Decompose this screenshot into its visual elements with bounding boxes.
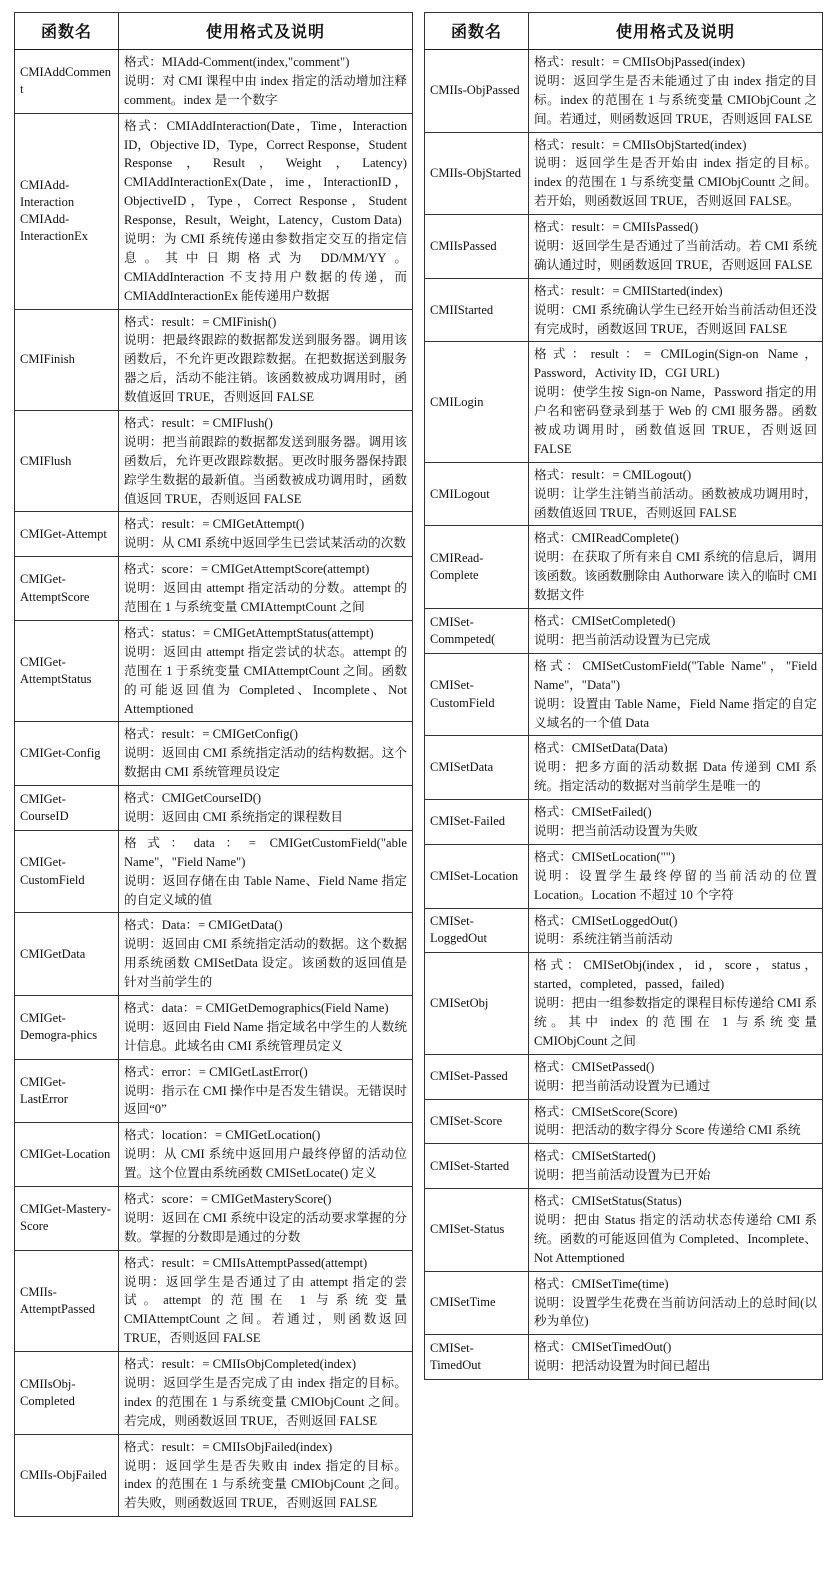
function-name-cell: CMISet‐Failed [425,800,529,845]
function-note-text: 说明：从 CMI 系统中返回用户最终停留的活动位置。这个位置由系统函数 CMISetLocate() 定义 [124,1147,407,1181]
function-name-cell: CMISet‐LoggedOut [425,908,529,953]
function-note-text: 说明：把当前活动设置为已完成 [534,632,711,647]
function-description-cell [119,309,413,410]
table-row [425,736,823,800]
function-name-cell: CMISet‐TimedOut [425,1335,529,1380]
function-name-cell: CMIIs‐ObjStarted [425,132,529,215]
function-description-cell [119,913,413,996]
table-row [15,1250,413,1351]
function-name-cell: CMISet‐Location [425,844,529,908]
function-name-cell: CMIGet‐Location [15,1123,119,1187]
function-name-cell: CMIGet‐Config [15,722,119,786]
function-description-cell [529,215,823,279]
function-format-text: 格式：result：= CMIIsObjFailed(index) [124,1439,333,1454]
function-note-text: 说明：为 CMI 系统传递由参数指定交互的指定信息。其中日期格式为 DD/MM/YY。CMIAddInteraction 不支持用户数据的传递，而 CMIAddInteractionEx 能传递用户数据 [124,232,407,303]
function-description-cell [529,462,823,526]
column-header-function-name: 函数名 [15,13,119,50]
function-note-text: 说明：把活动的数字得分 Score 传递给 CMI 系统 [534,1123,801,1138]
table-row [15,512,413,557]
function-description-cell [529,800,823,845]
function-name-cell: CMISet‐CustomField [425,653,529,736]
table-body-right [425,50,823,1380]
table-header-row [425,13,823,50]
function-format-text: 格式：CMISetCustomField("Table Name"，"Field Name"，"Data") [534,658,817,692]
function-note-text: 说明：返回学生是否开始由 index 指定的目标。index 的范围在 1 与系统变量 CMIObjCountt 之间。若开始，则函数返回 TRUE，否则返回 FALSE。 [534,156,817,209]
function-description-cell [529,132,823,215]
function-format-text: 格式：CMISetTimedOut() [534,1340,672,1355]
function-description-cell [119,995,413,1059]
function-name-cell: CMISet‐Started [425,1144,529,1189]
function-description-cell [529,50,823,133]
function-format-text: 格式：result：= CMIIsObjPassed(index) [534,55,746,69]
function-name-cell: CMIIs‐ObjFailed [15,1434,119,1517]
function-description-cell [529,342,823,462]
function-format-text: 格式：location：= CMIGetLocation() [124,1128,321,1143]
function-format-text: 格式：error：= CMIGetLastError() [124,1064,308,1079]
function-name-cell: CMILogout [425,462,529,526]
function-description-cell [119,1250,413,1351]
function-name-cell: CMIRead‐Complete [425,526,529,609]
column-header-usage-description: 使用格式及说明 [119,13,413,50]
function-format-text: 格式：result：= CMIFlush() [124,416,273,431]
table-row [425,953,823,1054]
column-header-usage-description: 使用格式及说明 [529,13,823,50]
function-note-text: 说明：把当前活动设置为已开始 [534,1168,711,1183]
table-row [425,278,823,342]
function-description-cell [119,557,413,621]
function-name-cell: CMIGet‐Attempt [15,512,119,557]
function-format-text: 格式：CMISetData(Data) [534,741,668,756]
function-note-text: 说明：设置学生花费在当前访问活动上的总时间(以秒为单位) [534,1295,817,1329]
table-row [425,526,823,609]
function-note-text: 说明：使学生按 Sign‐on Name，Password 指定的用户名和密码登录到基于 Web 的 CMI 服务器。函数被成功调用时，函数值返回 TRUE，否则返回 FALSE [534,385,817,456]
function-note-text: 说明：返回学生是否通过了由 attempt 指定的尝试。attempt 的范围在 1 与系统变量 CMIAttemptCount 之间。若通过，则函数返回 TRUE，否则返回 FALSE [124,1274,407,1346]
function-note-text: 说明：从 CMI 系统中返回学生已尝试某活动的次数 [124,536,406,551]
function-note-text: 说明：返回由 CMI 系统指定的课程数目 [124,809,343,824]
table-body-left [15,50,413,1517]
function-description-cell [119,1186,413,1250]
function-table-left [14,12,413,1517]
function-table-right [424,12,823,1380]
function-note-text: 说明：返回由 attempt 指定活动的分数。attempt 的范围在 1 与系统变量 CMIAttemptCount 之间 [124,581,407,615]
table-row [15,557,413,621]
table-row [15,913,413,996]
function-name-cell: CMIIsObj‐Completed [15,1352,119,1435]
function-description-cell [119,1434,413,1517]
table-row [425,132,823,215]
function-note-text: 说明：在获取了所有来自 CMI 系统的信息后，调用该函数。该函数删除由 Authorware 读入的临时 CMI 数据文件 [534,550,817,603]
table-row [15,830,413,913]
function-name-cell: CMIAddComment [15,50,119,114]
function-note-text: 说明：CMI 系统确认学生已经开始当前活动但还没有完成时，函数返回 TRUE，否则返回 FALSE [534,302,817,336]
function-description-cell [119,512,413,557]
function-note-text: 说明：把多方面的活动数据 Data 传递到 CMI 系统。指定活动的数据对当前学生是唯一的 [534,760,817,794]
function-name-cell: CMIGet‐LastError [15,1059,119,1123]
function-description-cell [119,1352,413,1435]
function-format-text: 格式：score：= CMIGetAttemptScore(attempt) [124,562,370,577]
function-name-cell: CMISetData [425,736,529,800]
function-format-text: 格式：result：= CMIIsObjCompleted(index) [124,1357,357,1372]
function-name-cell: CMILogin [425,342,529,462]
function-format-text: 格式：score：= CMIGetMasteryScore() [124,1191,332,1206]
function-format-text: 格式：CMISetLoggedOut() [534,913,678,928]
function-name-cell: CMISetObj [425,953,529,1054]
function-description-cell [119,411,413,512]
function-note-text: 说明：返回由 CMI 系统指定活动的结构数据。这个数据由 CMI 系统管理员设定 [124,746,407,780]
function-note-text: 说明：把由 Status 指定的活动状态传递给 CMI 系统。函数的可能返回值为 Completed、Incomplete、Not Attemptioned [534,1212,817,1265]
function-description-cell [119,620,413,721]
function-note-text: 说明：系统注销当前活动 [534,932,673,947]
function-note-text: 说明：返回学生是否完成了由 index 指定的目标。index 的范围在 1 与系统变量 CMIObjCount 之间。若完成，则函数返回 TRUE，否则返回 FALSE [124,1376,407,1428]
function-description-cell [529,1144,823,1189]
function-format-text: 格式：CMISetStarted() [534,1149,656,1164]
table-row [425,1189,823,1272]
function-name-cell: CMIIStarted [425,278,529,342]
table-row [425,800,823,845]
function-note-text: 说明：返回由 Field Name 指定域名中学生的人数统计信息。此域名由 CMI 系统管理员定义 [124,1019,407,1053]
table-row [15,1123,413,1187]
function-description-cell [529,526,823,609]
function-format-text: 格式：CMIGetCourseID() [124,791,262,806]
function-format-text: 格式：data：= CMIGetCustomField("able Name"，"Field Name") [124,835,407,869]
function-name-cell: CMIFlush [15,411,119,512]
function-description-cell [119,786,413,831]
function-format-text: 格式：result：= CMIIsAttemptPassed(attempt) [124,1255,368,1270]
function-format-text: 格式：result：= CMIFinish() [124,314,277,329]
table-row [425,1335,823,1380]
function-format-text: 格式：result：= CMIGetAttempt() [124,517,305,532]
function-format-text: 格式：result：= CMIIStarted(index) [534,283,723,298]
table-row [425,1054,823,1099]
function-name-cell: CMIGet‐CustomField [15,830,119,913]
function-format-text: 格式：CMISetScore(Score) [534,1104,678,1119]
function-note-text: 说明：返回由 CMI 系统指定活动的数据。这个数据用系统函数 CMISetData 设定。该函数的返回值是针对当前学生的 [124,937,407,990]
function-note-text: 说明：把当前活动设置为失败 [534,823,698,838]
table-row [15,1434,413,1517]
table-row [15,722,413,786]
function-format-text: 格式：result：= CMILogin(Sign‐on Name，Password，Activity ID，CGI URL) [534,347,817,381]
table-row [425,1144,823,1189]
function-format-text: 格式：CMIReadComplete() [534,531,679,546]
function-description-cell [119,722,413,786]
function-name-cell: CMIGetData [15,913,119,996]
table-row [15,620,413,721]
function-note-text: 说明：把当前跟踪的数据都发送到服务器。调用该函数后，允许更改跟踪数据。更改时服务器保持跟踪学生数据的最新值。当函数被成功调用时，函数值返回 TRUE，否则返回 FALSE [124,434,407,506]
left-column [14,12,412,1517]
function-name-cell: CMIIs‐ObjPassed [425,50,529,133]
function-name-cell: CMISet‐Commpeted( [425,609,529,654]
function-note-text: 说明：把活动设置为时间已超出 [534,1359,711,1374]
function-note-text: 说明：返回由 attempt 指定尝试的状态。attempt 的范围在 1 于系统变量 CMIAttemptCount 之间。函数的可能返回值为 Completed、Incomplete、Not Attemptioned [124,644,407,716]
function-description-cell [529,1271,823,1335]
table-row [425,1099,823,1144]
function-description-cell [119,113,413,309]
function-name-cell: CMISet‐Passed [425,1054,529,1099]
function-description-cell [529,1189,823,1272]
table-row [425,342,823,462]
function-format-text: 格式：Data：= CMIGetData() [124,918,283,933]
function-description-cell [119,830,413,913]
table-row [425,462,823,526]
function-description-cell [119,1059,413,1123]
column-header-function-name: 函数名 [425,13,529,50]
function-format-text: 格式：CMISetLocation("") [534,849,676,864]
table-row [425,609,823,654]
function-name-cell: CMIFinish [15,309,119,410]
function-format-text: 格式：result：= CMILogout() [534,467,692,482]
function-name-cell: CMISet‐Status [425,1189,529,1272]
table-row [425,844,823,908]
function-name-cell: CMISet‐Score [425,1099,529,1144]
function-note-text: 说明：把最终跟踪的数据都发送到服务器。调用该函数后，不允许更改跟踪数据。在把数据送到服务器之后，活动不能注销。该函数被成功调用时，函数值返回 TRUE，否则返回 FALSE [124,333,407,405]
function-description-cell [529,1335,823,1380]
function-format-text: 格式：CMISetCompleted() [534,614,676,629]
table-row [425,908,823,953]
function-name-cell: CMISetTime [425,1271,529,1335]
function-format-text: 格式：CMISetObj(index，id，score，status，started，completed，passed，failed) [534,958,817,992]
table-row [15,113,413,309]
function-format-text: 格式：CMISetStatus(Status) [534,1194,682,1209]
table-header-row [15,13,413,50]
function-format-text: 格式：CMISetFailed() [534,805,652,820]
function-format-text: 格式：CMISetTime(time) [534,1276,669,1291]
function-format-text: 格式：result：= CMIIsPassed() [534,220,699,235]
table-row [15,1059,413,1123]
function-format-text: 格式：result：= CMIGetConfig() [124,727,298,742]
function-name-cell: CMIGet‐CourseID [15,786,119,831]
function-format-text: 格式：MIAdd‐Comment(index,"comment") [124,55,350,69]
function-name-cell: CMIGet‐Demogra‐phics [15,995,119,1059]
function-description-cell [529,278,823,342]
function-note-text: 说明：把由一组参数指定的课程目标传递给 CMI 系统。其中 index 的范围在 1 与系统变量 CMIObjCount 之间 [534,996,817,1048]
right-column [424,12,822,1380]
function-note-text: 说明：返回存储在由 Table Name、Field Name 指定的自定义域的值 [124,873,407,907]
function-note-text: 说明：返回学生是否通过了当前活动。若 CMI 系统确认通过时，则函数返回 TRUE，否则返回 FALSE [534,239,817,272]
table-row [15,50,413,114]
table-row [15,786,413,831]
function-note-text: 说明：返回学生是否失败由 index 指定的目标。index 的范围在 1 与系统变量 CMIObjCount 之间。若失败，则函数返回 TRUE，否则返回 FALSE [124,1458,407,1511]
function-note-text: 说明：设置学生最终停留的当前活动的位置 Location。Location 不超过 10 个字符 [534,868,817,902]
function-note-text: 说明：设置由 Table Name，Field Name 指定的自定义域名的一个值 Data [534,696,817,730]
function-format-text: 格式：CMISetPassed() [534,1059,655,1074]
function-description-cell [119,1123,413,1187]
table-row [425,1271,823,1335]
table-row [15,1352,413,1435]
table-row [15,1186,413,1250]
function-note-text: 说明：指示在 CMI 操作中是否发生错误。无错误时返回“0” [124,1083,407,1117]
function-name-cell: CMIGet‐AttemptScore [15,557,119,621]
function-description-cell [529,953,823,1054]
function-description-cell [119,50,413,114]
function-description-cell [529,908,823,953]
function-note-text: 说明：返回学生是否未能通过了由 index 指定的目标。index 的范围在 1 与系统变量 CMIObjCount 之间。若通过，则函数返回 TRUE，否则返回 FALSE [534,73,817,126]
table-row [15,309,413,410]
table-row [15,995,413,1059]
function-name-cell: CMIGet‐Mastery‐Score [15,1186,119,1250]
function-note-text: 说明：返回在 CMI 系统中设定的活动要求掌握的分数。掌握的分数即是通过的分数 [124,1210,407,1244]
function-format-text: 格式：CMIAddInteraction(Date，Time，Interaction ID，Objective ID，Type，Correct Response，Student Response，Result，Weight，Latency) CMIAddInteractionEx(Date，ime，InteractionID，ObjectiveID，Type，Correct Response，Student Response，Result，Weight，Latency，Custom Data) [124,118,407,228]
function-name-cell: CMIIs‐AttemptPassed [15,1250,119,1351]
function-description-cell [529,844,823,908]
function-description-cell [529,1099,823,1144]
function-format-text: 格式：status：= CMIGetAttemptStatus(attempt) [124,625,374,640]
function-name-cell: CMIAdd‐Interaction CMIAdd‐InteractionEx [15,113,119,309]
table-row [425,50,823,133]
function-format-text: 格式：data：= CMIGetDemographics(Field Name) [124,1000,389,1015]
function-description-cell [529,736,823,800]
function-note-text: 说明：对 CMI 课程中由 index 指定的活动增加注释 comment。index 是一个数字 [124,73,407,107]
table-row [15,411,413,512]
function-description-cell [529,653,823,736]
function-format-text: 格式：result：= CMIIsObjStarted(index) [534,137,747,152]
function-note-text: 说明：让学生注销当前活动。函数被成功调用时，函数值返回 TRUE，否则返回 FALSE [534,486,817,520]
function-note-text: 说明：把当前活动设置为已通过 [534,1078,711,1093]
function-name-cell: CMIGet‐AttemptStatus [15,620,119,721]
table-row [425,215,823,279]
function-description-cell [529,1054,823,1099]
function-description-cell [529,609,823,654]
function-name-cell: CMIIsPassed [425,215,529,279]
table-row [425,653,823,736]
